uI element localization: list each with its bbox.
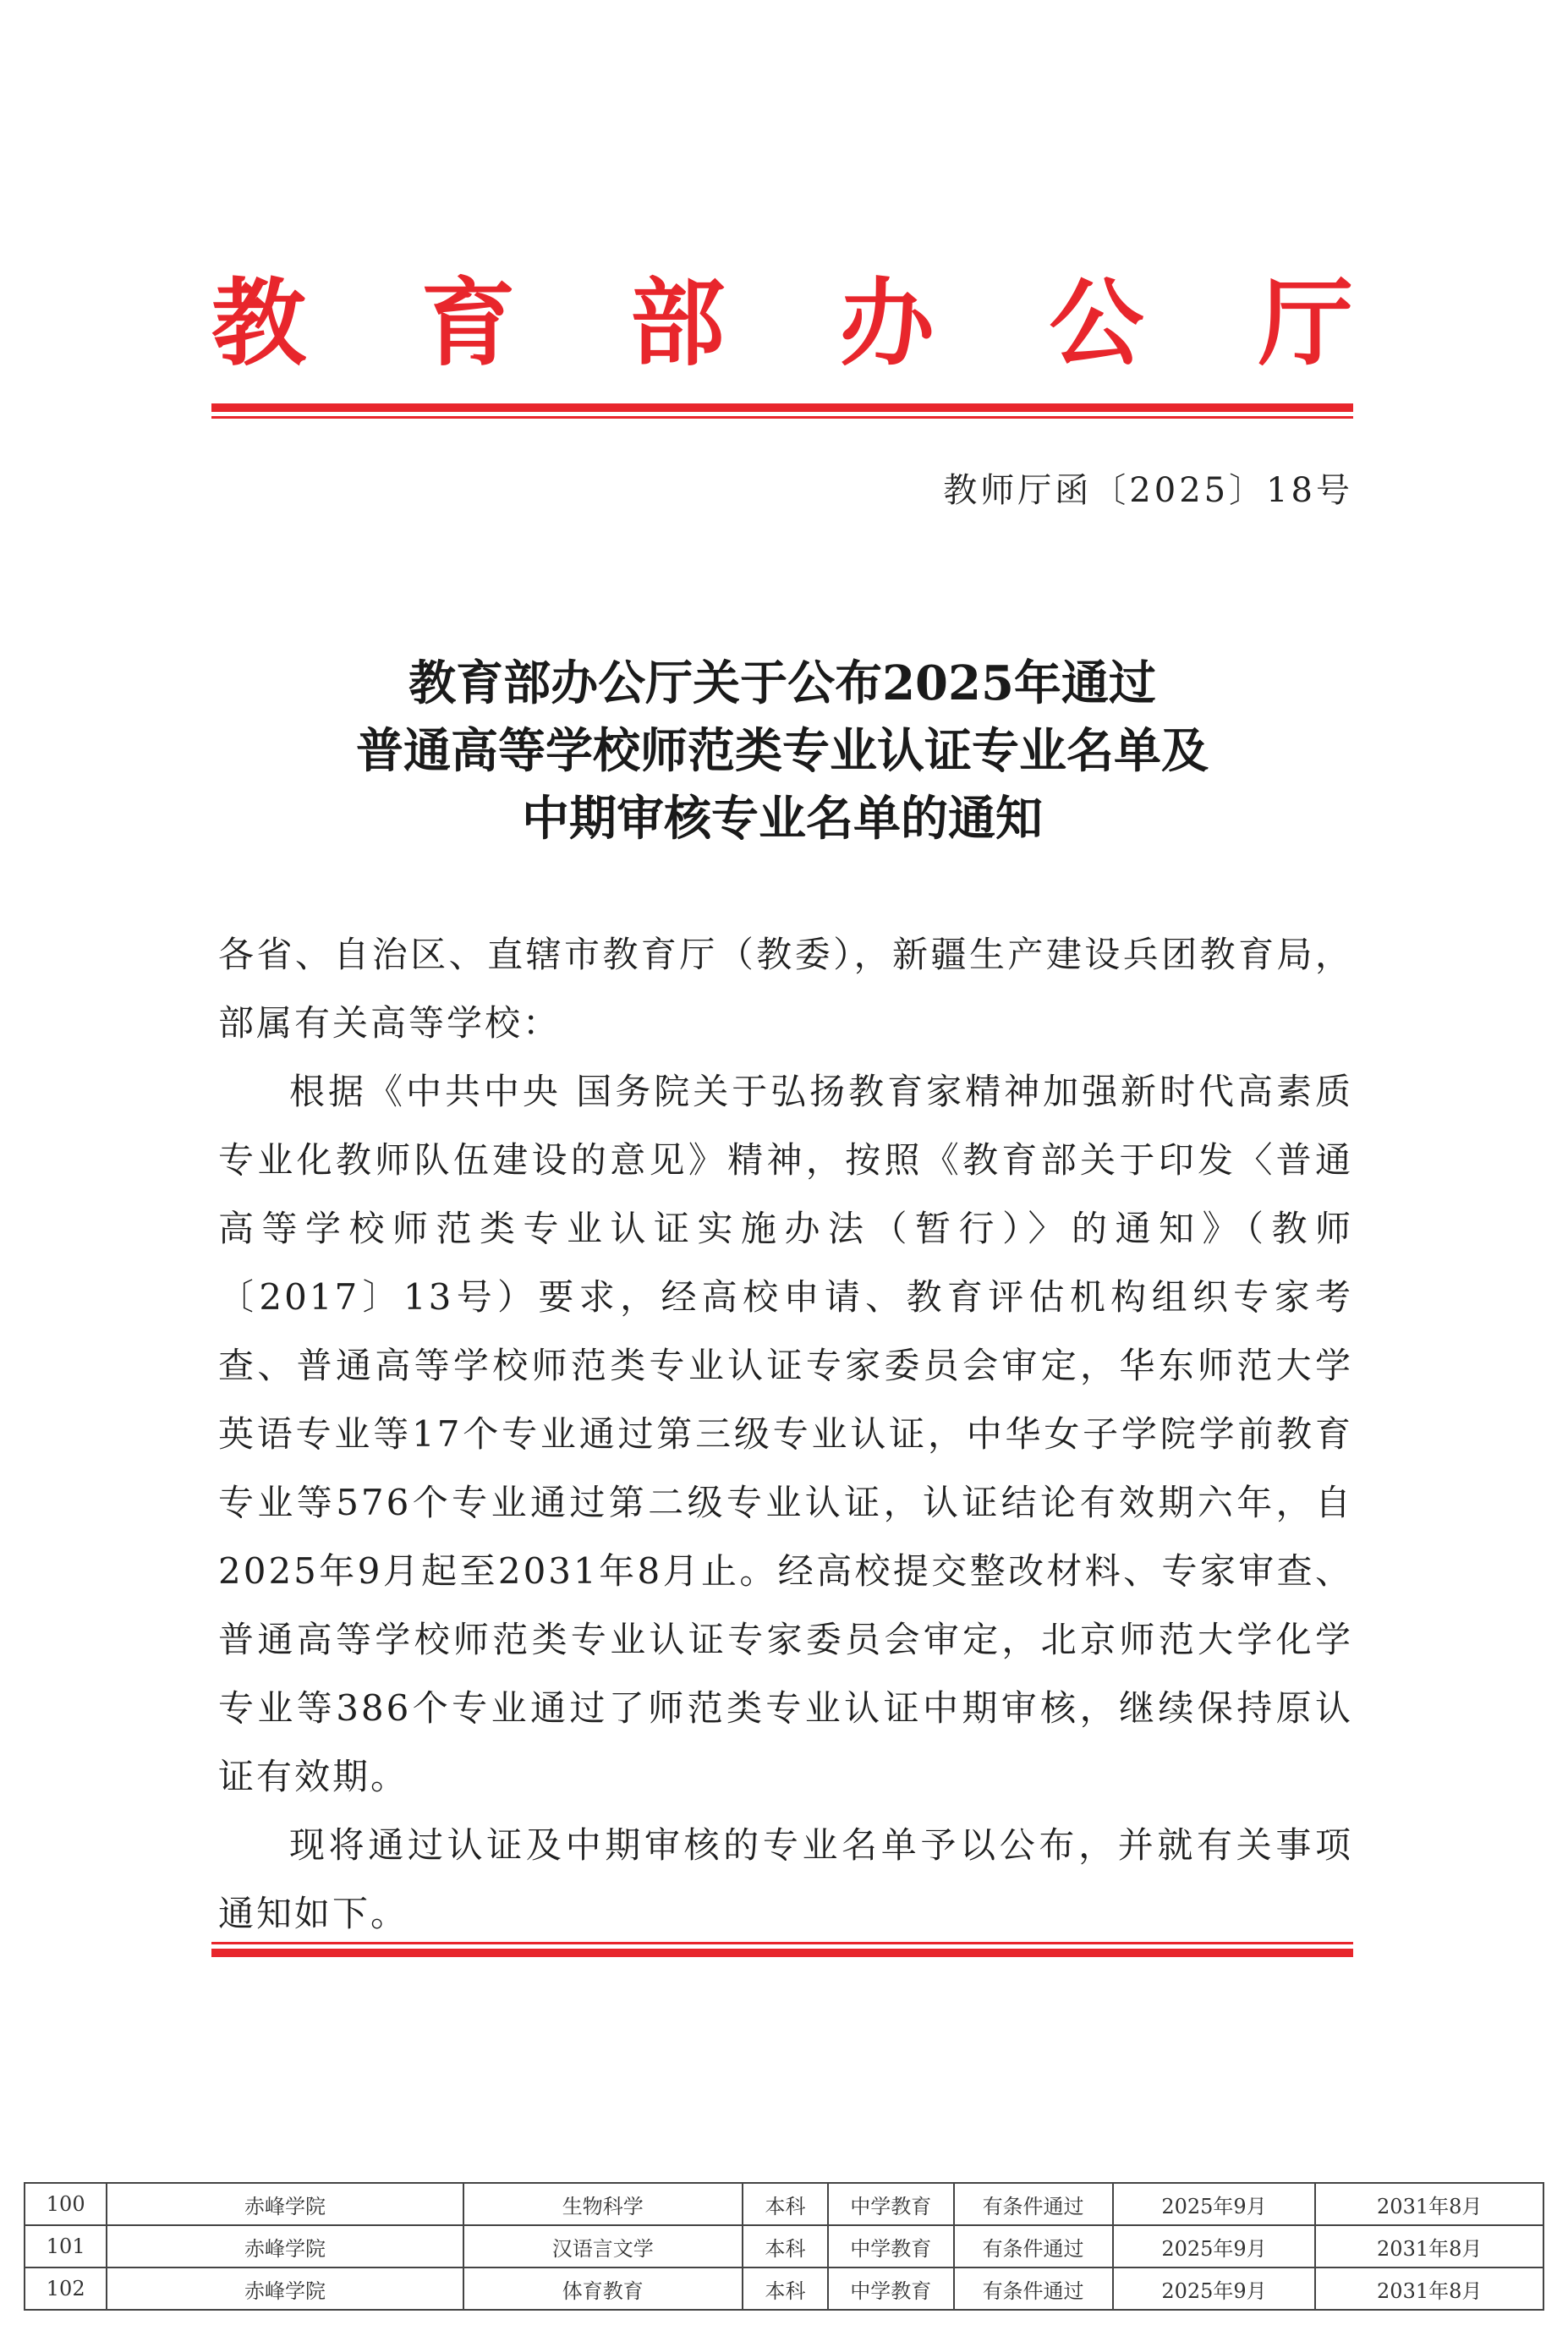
notice-title (211, 650, 1353, 853)
title-line: 中期审核专业名单的通知 (522, 791, 1043, 847)
cell-major: 体育教育 (463, 2267, 743, 2310)
cell-end: 2031年8月 (1315, 2225, 1543, 2267)
masthead-title (211, 269, 1353, 379)
table-row (25, 2267, 1543, 2310)
cell-start: 2025年9月 (1113, 2267, 1316, 2310)
title-line: 教育部办公厅关于公布2025年通过 (408, 655, 1156, 711)
table-row (25, 2225, 1543, 2267)
cell-school: 赤峰学院 (107, 2267, 463, 2310)
cell-index: 102 (25, 2267, 107, 2310)
divider-thick-line (211, 403, 1353, 412)
cell-level: 本科 (743, 2225, 828, 2267)
cell-end: 2031年8月 (1315, 2183, 1543, 2225)
cell-result: 有条件通过 (954, 2183, 1113, 2225)
cell-end: 2031年8月 (1315, 2267, 1543, 2310)
cell-start: 2025年9月 (1113, 2183, 1316, 2225)
body-paragraph: 现将通过认证及中期审核的专业名单予以公布，并就有关事项通知如下。 (218, 1824, 1353, 1934)
cell-type: 中学教育 (828, 2267, 954, 2310)
masthead-char: 公 (1049, 268, 1144, 379)
masthead-divider (211, 403, 1353, 420)
masthead-char: 教 (211, 268, 306, 379)
divider-thin-line (211, 416, 1353, 419)
cell-major: 汉语言文学 (463, 2225, 743, 2267)
cell-major: 生物科学 (463, 2183, 743, 2225)
cell-index: 101 (25, 2225, 107, 2267)
divider-thick-line (211, 1949, 1353, 1957)
body-paragraph: 根据《中共中央 国务院关于弘扬教育家精神加强新时代高素质专业化教师队伍建设的意见》精神，按照《教育部关于印发〈普通高等学校师范类专业认证实施办法（暂行）〉的通知》（教师〔2017〕13号）要求，经高校申请、教育评估机构组织专家考查、普通高等学校师范类专业认证专家委员会审定，华东师范大学英语专业等17个专业通过第三级专业认证，中华女子学院学前教育专业等576个专业通过第二级专业认证，认证结论有效期六年，自2025年9月起至2031年8月止。经高校提交整改材料、专家审查、普通高等学校师范类专业认证专家委员会审定，北京师范大学化学专业等386个专业通过了师范类专业认证中期审核，继续保持原认证有效期。 (218, 1071, 1353, 1797)
cell-type: 中学教育 (828, 2225, 954, 2267)
divider-thin-line (211, 1942, 1353, 1944)
salutation: 各省、自治区、直辖市教育厅（教委），新疆生产建设兵团教育局，部属有关高等学校： (218, 934, 1353, 1044)
cell-start: 2025年9月 (1113, 2225, 1316, 2267)
masthead-char: 厅 (1258, 268, 1353, 379)
cell-index: 100 (25, 2183, 107, 2225)
program-list-table (24, 2182, 1544, 2311)
cell-school: 赤峰学院 (107, 2225, 463, 2267)
masthead-char: 部 (630, 268, 726, 379)
masthead-char: 办 (839, 268, 935, 379)
cell-school: 赤峰学院 (107, 2183, 463, 2225)
footer-divider (211, 1942, 1353, 1959)
cell-level: 本科 (743, 2267, 828, 2310)
cell-result: 有条件通过 (954, 2267, 1113, 2310)
cell-result: 有条件通过 (954, 2225, 1113, 2267)
masthead-char: 育 (420, 268, 516, 379)
title-line: 普通高等学校师范类专业认证专业名单及 (356, 723, 1209, 779)
table-row (25, 2183, 1543, 2225)
cell-level: 本科 (743, 2183, 828, 2225)
cell-type: 中学教育 (828, 2183, 954, 2225)
document-number: 教师厅函〔2025〕18号 (943, 471, 1353, 510)
notice-body (218, 920, 1353, 1948)
